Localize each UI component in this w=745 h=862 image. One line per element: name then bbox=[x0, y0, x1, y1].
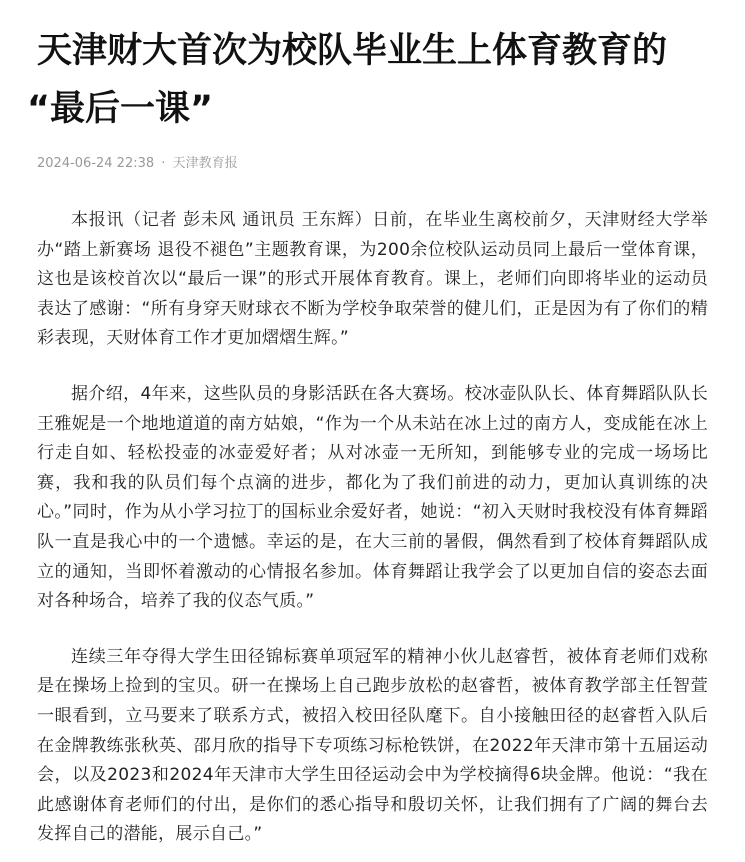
publish-date: 2024-06-24 22:38 bbox=[37, 156, 155, 171]
source-name[interactable]: 天津教育报 bbox=[172, 156, 238, 171]
paragraph-2: 据介绍，4年来，这些队员的身影活跃在各大赛场。校冰壶队队长、体育舞蹈队队长王雅妮是一个地地道道的南方姑娘，“作为一个从未站在冰上过的南方人，变成能在冰上行走自如、轻松投壶的冰壶爱好者；从对冰壶一无所知，到能够专业的完成一场场比赛，我和我的队员们每个点滴的进步，都化为了我们前进的动力，更加认真训练的决心。”同时，作为从小学习拉丁的国标业余爱好者，她说：“初入天财时我校没有体育舞蹈队一直是我心中的一个遗憾。幸运的是，在大三前的暑假，偶然看到了校体育舞蹈队成立的通知，当即怀着激动的心情报名参加。体育舞蹈让我学会了以更加自信的姿态去面对各种场合，培养了我的仪态气质。” bbox=[37, 383, 708, 612]
article-title-line-2: “最后一课” bbox=[27, 89, 214, 129]
article-body bbox=[37, 206, 708, 850]
paragraph-1: 本报讯（记者 彭未风 通讯员 王东辉）日前，在毕业生离校前夕，天津财经大学举办“踏上新赛场 退役不褪色”主题教育课，为200余位校队运动员同上最后一堂体育课，这也是该校首次以“最后一课”的形式开展体育教育。课上，老师们向即将毕业的运动员表达了感谢：“所有身穿天财球衣不断为学校争取荣誉的健儿们，正是因为有了你们的精彩表现，天财体育工作才更加熠熠生辉。” bbox=[37, 210, 708, 349]
meta-separator: · bbox=[161, 156, 166, 171]
article-title bbox=[27, 22, 708, 138]
paragraph-3: 连续三年夺得大学生田径锦标赛单项冠军的精神小伙儿赵睿哲，被体育老师们戏称是在操场上捡到的宝贝。研一在操场上自己跑步放松的赵睿哲，被体育教学部主任智萱一眼看到，立马要来了联系方式，被招入校田径队麾下。自小接触田径的赵睿哲入队后在金牌教练张秋英、邵月欣的指导下专项练习标枪铁饼，在2022年天津市第十五届运动会，以及2023和2024年天津市大学生田径运动会中为学校摘得6块金牌。他说：“我在此感谢体育老师们的付出，是你们的悉心指导和殷切关怀，让我们拥有了广阔的舞台去发挥自己的潜能，展示自己。” bbox=[37, 646, 708, 845]
article-title-line-1: 天津财大首次为校队毕业生上体育教育的 bbox=[37, 31, 668, 71]
article-meta bbox=[37, 154, 708, 174]
